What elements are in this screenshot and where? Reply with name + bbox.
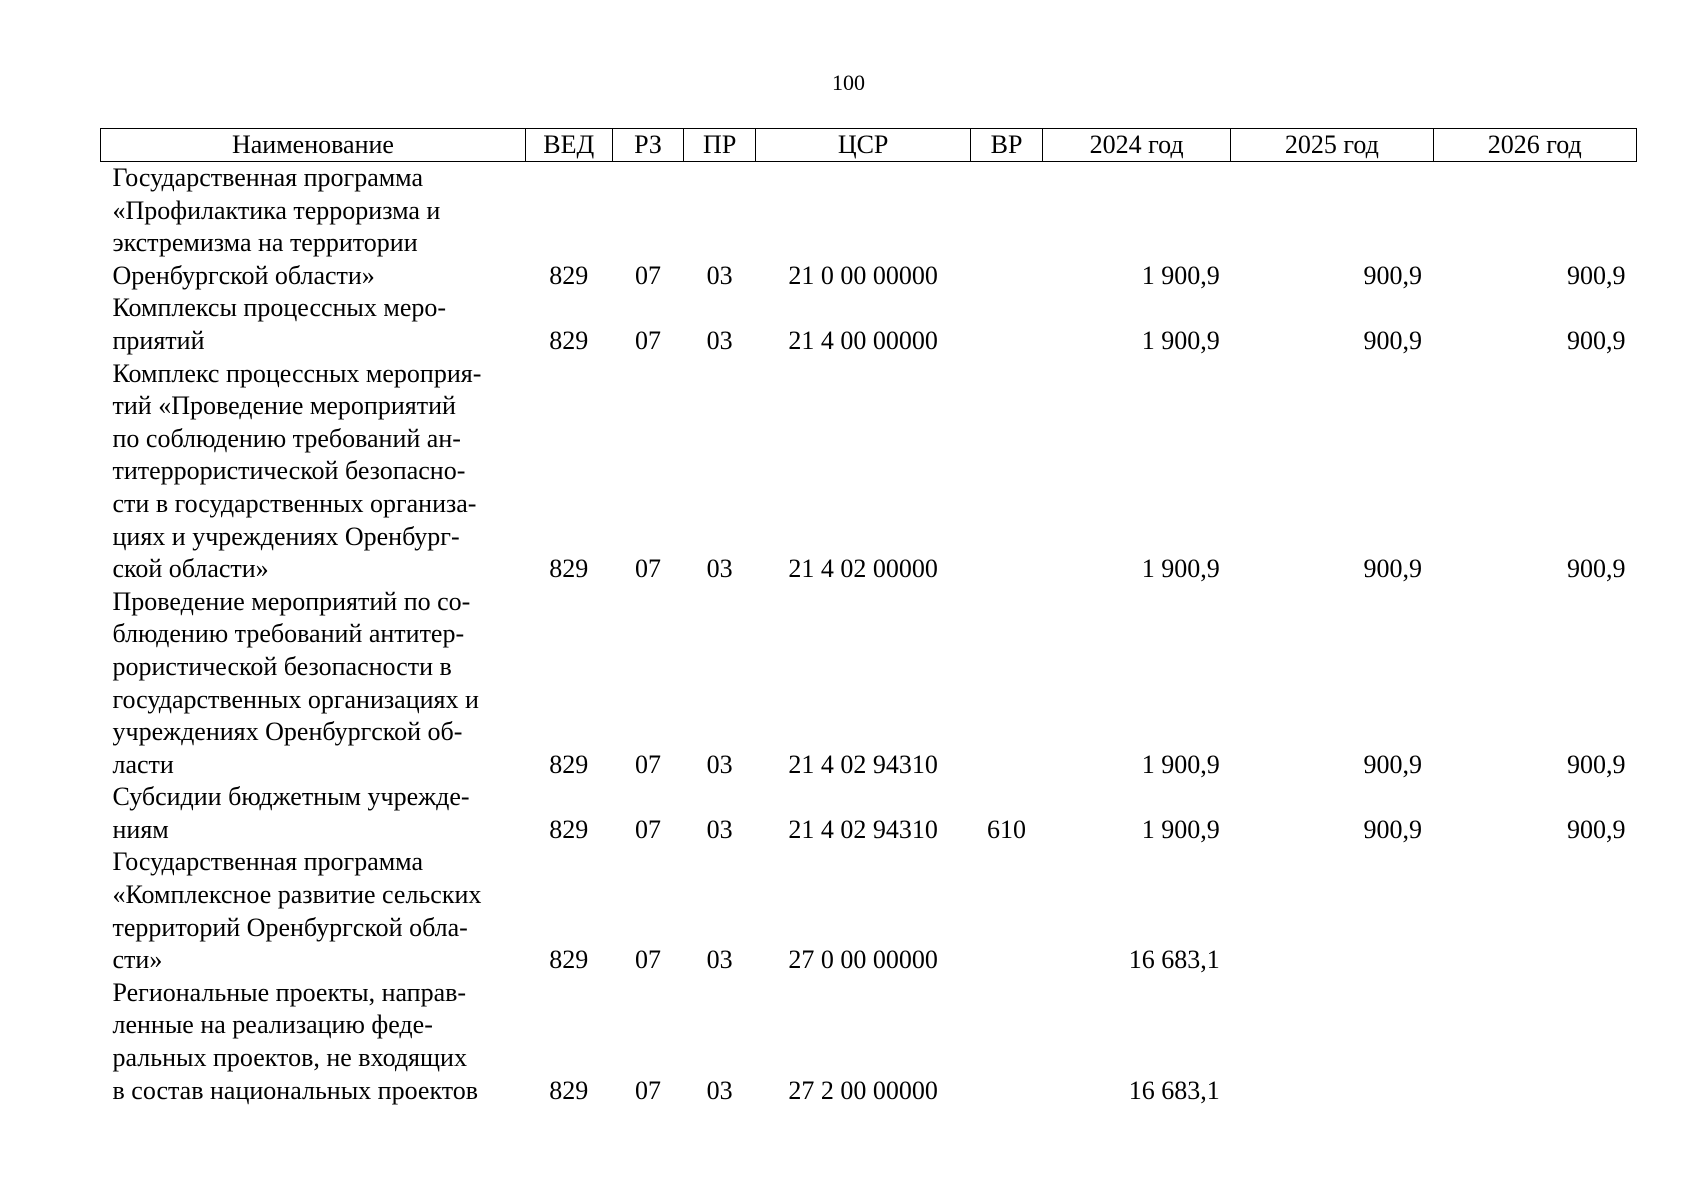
- cell-2025: [1231, 846, 1433, 976]
- name-line: циях и учреждениях Оренбург-: [112, 521, 460, 551]
- cell-ved: 829: [549, 1075, 589, 1105]
- cell-2024: 1 900,9: [1141, 814, 1220, 844]
- cell-name: [101, 292, 526, 357]
- cell-name: [101, 162, 526, 293]
- name-line: «Профилактика терроризма и: [112, 195, 441, 225]
- header-ved: ВЕД: [525, 129, 612, 162]
- cell-rz: 07: [634, 1075, 661, 1105]
- header-2025: 2025 год: [1231, 129, 1433, 162]
- cell-ved: 829: [549, 325, 589, 355]
- cell-pr: 03: [706, 814, 733, 844]
- table-header-row: [101, 129, 1637, 162]
- name-line: тий «Проведение мероприятий: [112, 391, 456, 421]
- cell-2025: 900,9: [1363, 814, 1423, 844]
- cell-2026: 900,9: [1567, 260, 1626, 290]
- cell-ved: 829: [549, 814, 589, 844]
- name-line: Комплекс процессных мероприя-: [112, 358, 482, 388]
- cell-rz: 07: [634, 554, 661, 584]
- cell-rz: 07: [634, 749, 661, 779]
- name-line: Субсидии бюджетным учрежде-: [112, 782, 470, 812]
- cell-name: [101, 977, 526, 1107]
- table-row: [101, 781, 1637, 846]
- cell-2024: 1 900,9: [1141, 749, 1220, 779]
- cell-2026: [1433, 977, 1636, 1107]
- header-vr: ВР: [971, 129, 1043, 162]
- cell-2025: 900,9: [1363, 260, 1423, 290]
- cell-csr: 27 2 00 00000: [788, 1075, 938, 1105]
- name-line: Государственная программа: [112, 847, 424, 877]
- name-line: Региональные проекты, направ-: [112, 977, 467, 1007]
- name-line: ленные на реализацию феде-: [112, 1010, 433, 1040]
- name-line: экстремизма на территории: [112, 228, 418, 258]
- cell-vr: 610: [987, 814, 1027, 844]
- cell-csr: 21 4 00 00000: [788, 325, 938, 355]
- cell-vr: [971, 977, 1043, 1107]
- name-line: сти»: [112, 945, 163, 975]
- table-row: [101, 586, 1637, 782]
- table-row: [101, 162, 1637, 293]
- cell-csr: 21 0 00 00000: [788, 260, 938, 290]
- cell-2026: 900,9: [1567, 554, 1626, 584]
- cell-pr: 03: [706, 749, 733, 779]
- cell-2024: 1 900,9: [1141, 325, 1220, 355]
- header-pr: ПР: [684, 129, 756, 162]
- name-line: по соблюдению требований ан-: [112, 423, 461, 453]
- cell-pr: 03: [706, 1075, 733, 1105]
- name-line: Государственная программа: [112, 163, 424, 192]
- cell-name: [101, 358, 526, 586]
- table-body: [101, 162, 1637, 1108]
- cell-rz: 07: [634, 945, 661, 975]
- cell-vr: [971, 358, 1043, 586]
- cell-rz: 07: [634, 260, 661, 290]
- table-row: [101, 846, 1637, 976]
- header-name: Наименование: [101, 129, 526, 162]
- cell-2026: 900,9: [1567, 814, 1626, 844]
- cell-2024: 16 683,1: [1128, 1075, 1220, 1105]
- header-rz: РЗ: [612, 129, 684, 162]
- cell-pr: 03: [706, 554, 733, 584]
- name-line: ральных проектов, не входящих: [112, 1043, 467, 1073]
- name-line: территорий Оренбургской обла-: [112, 912, 468, 942]
- header-csr: ЦСР: [756, 129, 971, 162]
- cell-csr: 21 4 02 94310: [788, 749, 938, 779]
- budget-table: [100, 128, 1637, 1107]
- name-line: титеррористической безопасно-: [112, 456, 466, 486]
- name-line: в состав национальных проектов: [112, 1075, 479, 1105]
- cell-name: [101, 846, 526, 976]
- cell-2025: 900,9: [1363, 749, 1423, 779]
- name-line: государственных организациях и: [112, 684, 479, 714]
- cell-2025: [1231, 977, 1433, 1107]
- cell-vr: [971, 586, 1043, 782]
- cell-pr: 03: [706, 260, 733, 290]
- name-line: сти в государственных организа-: [112, 488, 477, 518]
- cell-name: [101, 586, 526, 782]
- cell-ved: 829: [549, 749, 589, 779]
- cell-2024: 1 900,9: [1141, 554, 1220, 584]
- table-row: [101, 292, 1637, 357]
- name-line: «Комплексное развитие сельских: [112, 880, 482, 910]
- name-line: ласти: [112, 749, 174, 779]
- name-line: приятий: [112, 325, 205, 355]
- name-line: блюдению требований антитер-: [112, 619, 465, 649]
- cell-vr: [971, 162, 1043, 293]
- cell-ved: 829: [549, 260, 589, 290]
- cell-pr: 03: [706, 945, 733, 975]
- name-line: Комплексы процессных меро-: [112, 293, 447, 323]
- cell-2025: 900,9: [1363, 554, 1423, 584]
- cell-ved: 829: [549, 945, 589, 975]
- name-line: ниям: [112, 814, 169, 844]
- table-row: [101, 358, 1637, 586]
- cell-csr: 21 4 02 00000: [788, 554, 938, 584]
- header-2024: 2024 год: [1042, 129, 1230, 162]
- cell-name: [101, 781, 526, 846]
- cell-rz: 07: [634, 325, 661, 355]
- cell-2024: 1 900,9: [1141, 260, 1220, 290]
- cell-2024: 16 683,1: [1128, 945, 1220, 975]
- table-row: [101, 977, 1637, 1107]
- header-2026: 2026 год: [1433, 129, 1636, 162]
- cell-rz: 07: [634, 814, 661, 844]
- cell-ved: 829: [549, 554, 589, 584]
- name-line: Оренбургской области»: [112, 260, 375, 290]
- cell-2025: 900,9: [1363, 325, 1423, 355]
- cell-vr: [971, 846, 1043, 976]
- name-line: рористической безопасности в: [112, 651, 452, 681]
- name-line: Проведение мероприятий по со-: [112, 586, 471, 616]
- cell-csr: 27 0 00 00000: [788, 945, 938, 975]
- cell-2026: 900,9: [1567, 325, 1626, 355]
- cell-2026: 900,9: [1567, 749, 1626, 779]
- page-number: 100: [832, 70, 865, 95]
- cell-vr: [971, 292, 1043, 357]
- name-line: учреждениях Оренбургской об-: [112, 717, 463, 747]
- cell-pr: 03: [706, 325, 733, 355]
- cell-csr: 21 4 02 94310: [788, 814, 938, 844]
- name-line: ской области»: [112, 554, 269, 584]
- cell-2026: [1433, 846, 1636, 976]
